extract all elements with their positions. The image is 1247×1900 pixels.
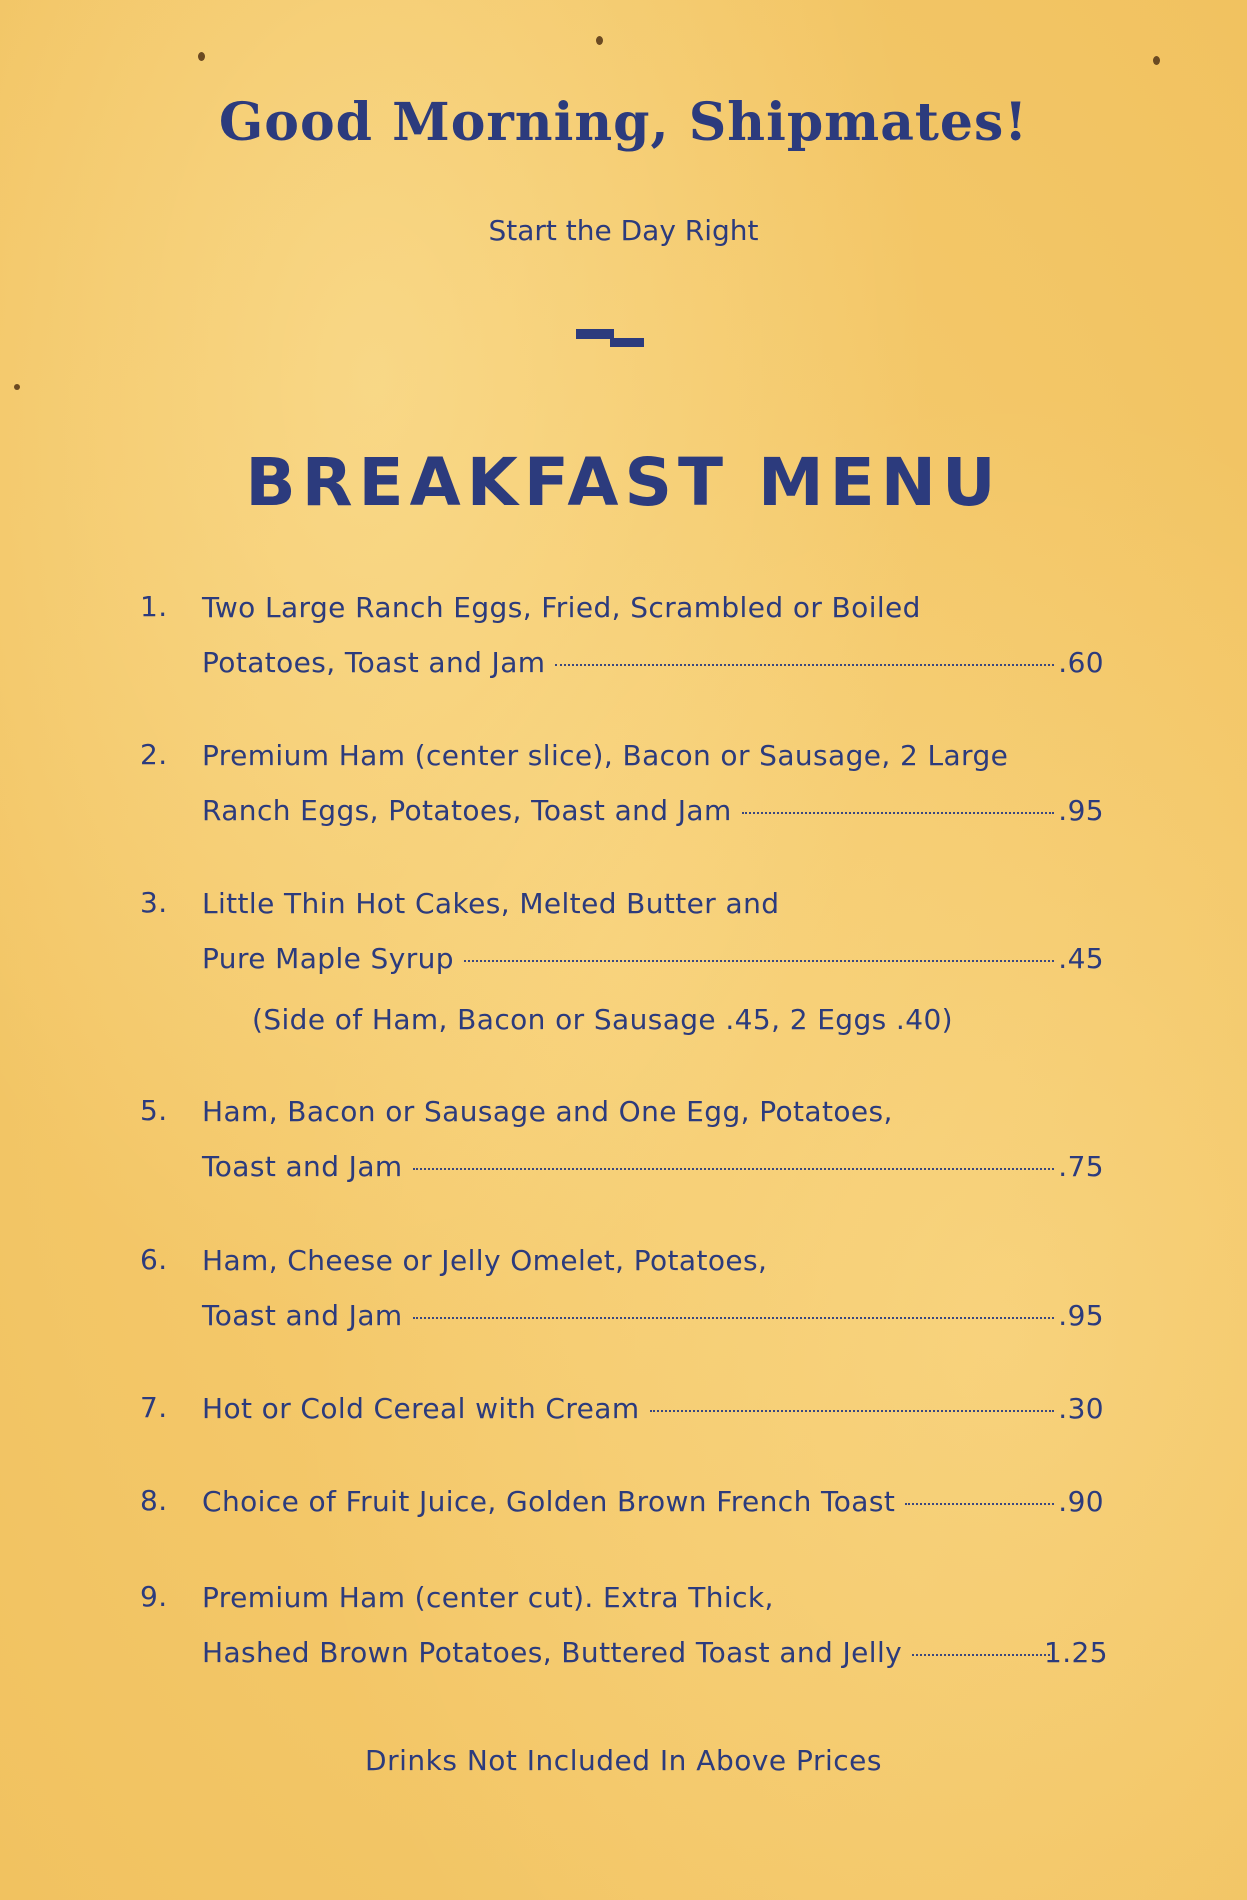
item-number: 1.	[140, 590, 168, 623]
item-description-line2: Pure Maple Syrup	[202, 939, 1062, 979]
menu-title: BREAKFAST MENU	[245, 444, 1002, 521]
item-description: Premium Ham (center slice), Bacon or Sausage, 2 Large	[202, 739, 1009, 772]
item-description: Ham, Bacon or Sausage and One Egg, Potatoes,	[202, 1095, 893, 1128]
item-description: Choice of Fruit Juice, Golden Brown French Toast	[202, 1482, 1062, 1522]
dot-leader	[413, 1168, 1054, 1170]
drinks-note: Drinks Not Included In Above Prices	[365, 1744, 882, 1777]
item-description-line2: Toast and Jam	[202, 1296, 1062, 1336]
tack-hole	[596, 36, 603, 45]
item-description-line2: Potatoes, Toast and Jam	[202, 643, 1062, 683]
item-number: 3.	[140, 886, 168, 919]
item-description-line2: Hashed Brown Potatoes, Buttered Toast and Jelly	[202, 1633, 1062, 1673]
side-order-note: (Side of Ham, Bacon or Sausage .45, 2 Eggs .40)	[252, 1003, 953, 1036]
tack-hole	[198, 52, 205, 61]
item-price: .95	[1058, 794, 1104, 827]
item-price: .60	[1058, 646, 1104, 679]
dot-leader	[555, 664, 1054, 666]
item-description-line2: Ranch Eggs, Potatoes, Toast and Jam	[202, 791, 1062, 831]
item-description: Little Thin Hot Cakes, Melted Butter and	[202, 887, 780, 920]
item-number: 9.	[140, 1580, 168, 1613]
dot-leader	[464, 960, 1054, 962]
item-number: 8.	[140, 1484, 168, 1517]
item-price: 1.25	[1044, 1636, 1108, 1669]
dot-leader	[912, 1654, 1054, 1656]
divider-ornament	[576, 325, 646, 355]
item-price: .95	[1058, 1299, 1104, 1332]
greeting-title: Good Morning, Shipmates!	[218, 92, 1029, 153]
item-price: .90	[1058, 1485, 1104, 1518]
dot-leader	[905, 1503, 1054, 1505]
dot-leader	[413, 1317, 1054, 1319]
item-number: 2.	[140, 738, 168, 771]
greeting-subtitle: Start the Day Right	[488, 214, 759, 247]
item-price: .75	[1058, 1150, 1104, 1183]
dot-leader	[742, 812, 1054, 814]
tack-hole	[14, 384, 20, 390]
item-description: Premium Ham (center cut). Extra Thick,	[202, 1581, 774, 1614]
item-number: 5.	[140, 1094, 168, 1127]
item-number: 7.	[140, 1391, 168, 1424]
item-description: Hot or Cold Cereal with Cream	[202, 1389, 1062, 1429]
item-price: .30	[1058, 1392, 1104, 1425]
tack-hole	[1153, 56, 1160, 65]
dot-leader	[650, 1410, 1055, 1412]
item-description-line2: Toast and Jam	[202, 1147, 1062, 1187]
item-price: .45	[1058, 942, 1104, 975]
item-description: Ham, Cheese or Jelly Omelet, Potatoes,	[202, 1244, 768, 1277]
item-description: Two Large Ranch Eggs, Fried, Scrambled or Boiled	[202, 591, 921, 624]
item-number: 6.	[140, 1243, 168, 1276]
